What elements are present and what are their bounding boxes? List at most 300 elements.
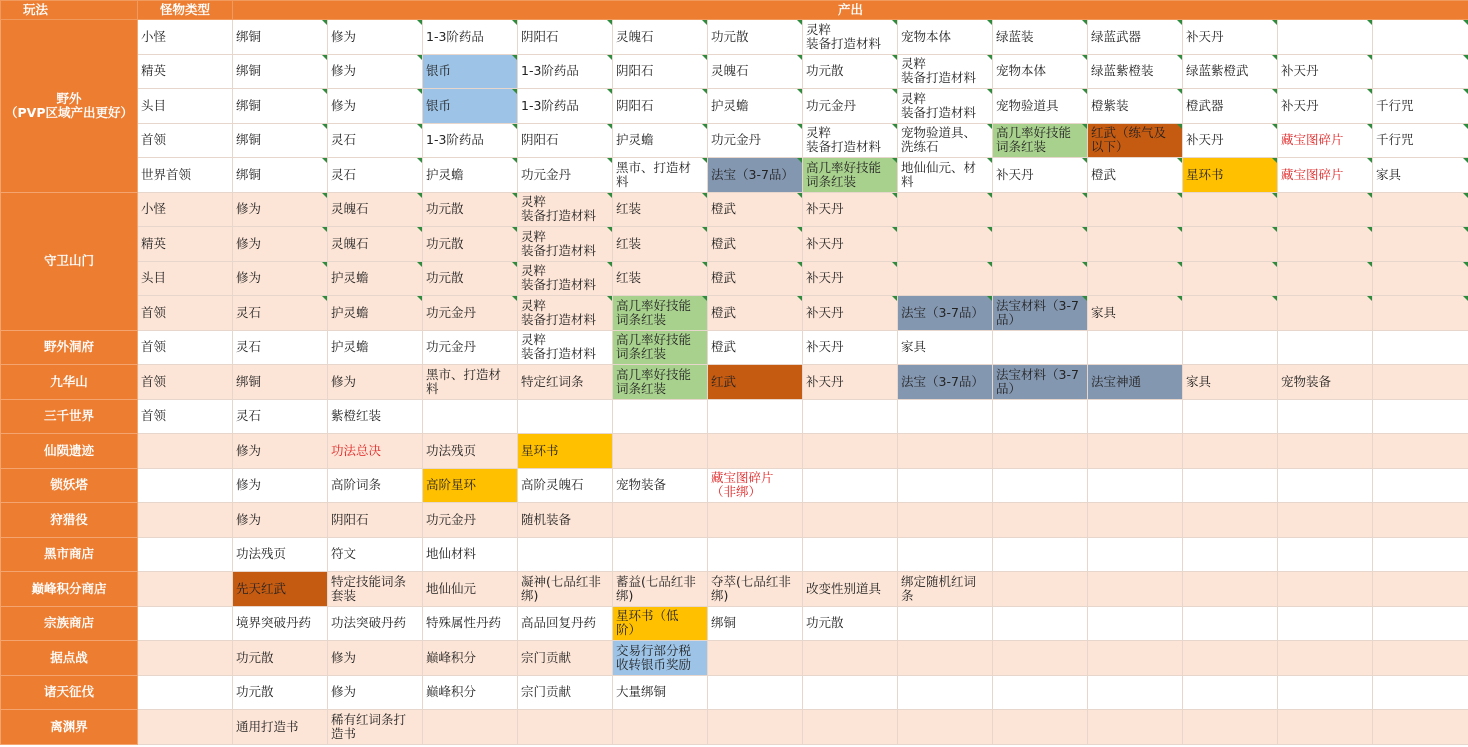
output-cell[interactable]: 功元金丹	[423, 330, 518, 365]
output-cell[interactable]	[1278, 20, 1373, 55]
output-cell[interactable]: 橙武	[708, 330, 803, 365]
output-cell[interactable]: 藏宝图碎片	[1278, 123, 1373, 158]
output-cell[interactable]: 修为	[328, 675, 423, 710]
output-cell[interactable]: 高阶灵魄石	[518, 468, 613, 503]
output-cell[interactable]	[1373, 675, 1468, 710]
output-cell[interactable]: 先天红武	[233, 572, 328, 607]
monster-type-cell[interactable]: 首领	[138, 123, 233, 158]
monster-type-cell[interactable]: 头目	[138, 89, 233, 124]
output-cell[interactable]: 法宝材料（3-7 品）	[993, 296, 1088, 331]
output-cell[interactable]: 1-3阶药品	[518, 89, 613, 124]
output-cell[interactable]: 大量绑铜	[613, 675, 708, 710]
output-cell[interactable]: 家具	[1088, 296, 1183, 331]
output-cell[interactable]: 功元金丹	[803, 89, 898, 124]
output-cell[interactable]	[803, 468, 898, 503]
output-cell[interactable]: 灵石	[328, 123, 423, 158]
output-cell[interactable]: 功元金丹	[708, 123, 803, 158]
output-cell[interactable]	[708, 399, 803, 434]
output-cell[interactable]: 绑铜	[233, 123, 328, 158]
output-cell[interactable]	[1183, 192, 1278, 227]
output-cell[interactable]	[1278, 261, 1373, 296]
play-name-cell[interactable]: 诸天征伐	[1, 675, 138, 710]
output-cell[interactable]	[1373, 606, 1468, 641]
output-cell[interactable]	[1183, 330, 1278, 365]
output-cell[interactable]	[898, 641, 993, 676]
output-cell[interactable]	[1373, 468, 1468, 503]
output-cell[interactable]: 凝神(七品红非 绑)	[518, 572, 613, 607]
output-cell[interactable]: 护灵蟾	[328, 296, 423, 331]
output-cell[interactable]	[423, 399, 518, 434]
output-cell[interactable]	[1183, 710, 1278, 745]
output-cell[interactable]: 灵石	[233, 330, 328, 365]
monster-type-cell[interactable]: 小怪	[138, 20, 233, 55]
output-cell[interactable]: 灵粹 装备打造材料	[803, 20, 898, 55]
output-cell[interactable]	[898, 503, 993, 538]
output-cell[interactable]	[1183, 606, 1278, 641]
output-cell[interactable]: 境界突破丹药	[233, 606, 328, 641]
output-cell[interactable]	[708, 710, 803, 745]
output-cell[interactable]: 绑铜	[233, 365, 328, 400]
output-cell[interactable]: 符文	[328, 537, 423, 572]
output-cell[interactable]: 通用打造书	[233, 710, 328, 745]
output-cell[interactable]	[993, 572, 1088, 607]
output-cell[interactable]	[1278, 434, 1373, 469]
output-cell[interactable]: 护灵蟾	[613, 123, 708, 158]
output-cell[interactable]: 宠物装备	[1278, 365, 1373, 400]
output-cell[interactable]: 星环书（低 阶）	[613, 606, 708, 641]
output-cell[interactable]	[1373, 54, 1468, 89]
header-monster-type[interactable]: 怪物类型	[138, 1, 233, 20]
output-cell[interactable]: 阴阳石	[613, 89, 708, 124]
output-cell[interactable]: 法宝（3-7品）	[708, 158, 803, 193]
output-cell[interactable]: 功元散	[803, 606, 898, 641]
play-name-cell[interactable]: 守卫山门	[1, 192, 138, 330]
output-cell[interactable]: 绿蓝武器	[1088, 20, 1183, 55]
output-cell[interactable]: 补天丹	[803, 296, 898, 331]
output-cell[interactable]	[1088, 330, 1183, 365]
output-cell[interactable]	[803, 537, 898, 572]
output-cell[interactable]: 星环书	[1183, 158, 1278, 193]
output-cell[interactable]: 阴阳石	[518, 20, 613, 55]
output-cell[interactable]	[613, 710, 708, 745]
monster-type-cell[interactable]	[138, 710, 233, 745]
header-play[interactable]: 玩法	[1, 1, 138, 20]
monster-type-cell[interactable]	[138, 606, 233, 641]
output-cell[interactable]: 藏宝图碎片	[1278, 158, 1373, 193]
output-cell[interactable]	[1088, 434, 1183, 469]
output-cell[interactable]: 蓄益(七品红非 绑)	[613, 572, 708, 607]
output-cell[interactable]: 补天丹	[803, 365, 898, 400]
output-cell[interactable]	[1278, 641, 1373, 676]
output-cell[interactable]: 黑市、打造材 料	[423, 365, 518, 400]
play-name-cell[interactable]: 锁妖塔	[1, 468, 138, 503]
output-cell[interactable]	[1373, 399, 1468, 434]
monster-type-cell[interactable]: 精英	[138, 227, 233, 262]
output-cell[interactable]: 修为	[233, 227, 328, 262]
output-cell[interactable]: 法宝（3-7品）	[898, 296, 993, 331]
output-cell[interactable]	[1183, 503, 1278, 538]
output-cell[interactable]: 灵粹 装备打造材料	[518, 296, 613, 331]
output-cell[interactable]: 灵粹 装备打造材料	[518, 261, 613, 296]
output-cell[interactable]: 修为	[233, 192, 328, 227]
output-cell[interactable]: 护灵蟾	[328, 261, 423, 296]
output-cell[interactable]: 绿蓝装	[993, 20, 1088, 55]
output-cell[interactable]: 宠物装备	[613, 468, 708, 503]
output-cell[interactable]: 阴阳石	[613, 54, 708, 89]
output-cell[interactable]	[1088, 468, 1183, 503]
output-cell[interactable]: 银币	[423, 54, 518, 89]
output-cell[interactable]: 功元散	[423, 261, 518, 296]
output-cell[interactable]	[518, 537, 613, 572]
output-cell[interactable]: 灵粹 装备打造材料	[518, 192, 613, 227]
output-cell[interactable]: 绑铜	[233, 54, 328, 89]
output-cell[interactable]: 高几率好技能 词条红装	[613, 365, 708, 400]
output-cell[interactable]	[1278, 537, 1373, 572]
output-cell[interactable]	[1373, 572, 1468, 607]
output-cell[interactable]	[898, 434, 993, 469]
output-cell[interactable]	[898, 606, 993, 641]
output-cell[interactable]	[803, 641, 898, 676]
output-cell[interactable]: 灵魄石	[328, 227, 423, 262]
output-cell[interactable]	[1278, 468, 1373, 503]
output-cell[interactable]: 功法残页	[233, 537, 328, 572]
play-name-cell[interactable]: 离渊界	[1, 710, 138, 745]
output-cell[interactable]	[1278, 675, 1373, 710]
output-cell[interactable]: 法宝材料（3-7 品）	[993, 365, 1088, 400]
output-cell[interactable]: 灵粹 装备打造材料	[518, 330, 613, 365]
output-cell[interactable]	[1373, 710, 1468, 745]
output-cell[interactable]: 绑定随机红词 条	[898, 572, 993, 607]
output-cell[interactable]: 橙武	[708, 261, 803, 296]
output-cell[interactable]: 修为	[233, 503, 328, 538]
output-cell[interactable]: 橙武	[1088, 158, 1183, 193]
output-cell[interactable]	[1278, 330, 1373, 365]
output-cell[interactable]: 补天丹	[803, 227, 898, 262]
output-cell[interactable]: 家具	[1373, 158, 1468, 193]
monster-type-cell[interactable]: 头目	[138, 261, 233, 296]
output-cell[interactable]	[993, 261, 1088, 296]
output-cell[interactable]	[993, 468, 1088, 503]
output-cell[interactable]: 家具	[898, 330, 993, 365]
output-cell[interactable]: 功元散	[233, 675, 328, 710]
output-cell[interactable]: 法宝（3-7品）	[898, 365, 993, 400]
output-cell[interactable]	[1373, 434, 1468, 469]
output-cell[interactable]: 宠物本体	[898, 20, 993, 55]
output-cell[interactable]: 功元金丹	[423, 503, 518, 538]
monster-type-cell[interactable]	[138, 434, 233, 469]
output-cell[interactable]: 灵粹 装备打造材料	[803, 123, 898, 158]
output-cell[interactable]	[1183, 675, 1278, 710]
output-cell[interactable]	[1088, 675, 1183, 710]
output-cell[interactable]: 高几率好技能 词条红装	[993, 123, 1088, 158]
output-cell[interactable]: 绑铜	[233, 20, 328, 55]
output-cell[interactable]: 绑铜	[233, 158, 328, 193]
output-cell[interactable]: 星环书	[518, 434, 613, 469]
output-cell[interactable]	[898, 537, 993, 572]
output-cell[interactable]: 灵石	[233, 296, 328, 331]
output-cell[interactable]: 千行咒	[1373, 89, 1468, 124]
output-cell[interactable]: 绿蓝紫橙装	[1088, 54, 1183, 89]
output-cell[interactable]	[1373, 365, 1468, 400]
output-cell[interactable]: 夺萃(七品红非 绑)	[708, 572, 803, 607]
output-cell[interactable]	[1278, 192, 1373, 227]
monster-type-cell[interactable]: 首领	[138, 330, 233, 365]
output-cell[interactable]: 1-3阶药品	[423, 20, 518, 55]
output-cell[interactable]: 高阶词条	[328, 468, 423, 503]
play-name-cell[interactable]: 据点战	[1, 641, 138, 676]
output-cell[interactable]: 护灵蟾	[708, 89, 803, 124]
output-cell[interactable]	[993, 537, 1088, 572]
output-cell[interactable]	[1088, 261, 1183, 296]
output-cell[interactable]: 补天丹	[1278, 54, 1373, 89]
output-cell[interactable]	[993, 710, 1088, 745]
output-cell[interactable]: 红武（练气及 以下）	[1088, 123, 1183, 158]
monster-type-cell[interactable]: 小怪	[138, 192, 233, 227]
monster-type-cell[interactable]: 首领	[138, 296, 233, 331]
output-cell[interactable]: 功元金丹	[518, 158, 613, 193]
output-cell[interactable]: 绑铜	[708, 606, 803, 641]
monster-type-cell[interactable]: 首领	[138, 365, 233, 400]
output-cell[interactable]: 紫橙红装	[328, 399, 423, 434]
output-cell[interactable]	[1088, 606, 1183, 641]
output-cell[interactable]	[803, 710, 898, 745]
output-cell[interactable]: 灵石	[328, 158, 423, 193]
output-cell[interactable]: 修为	[328, 365, 423, 400]
output-cell[interactable]: 功元散	[233, 641, 328, 676]
output-cell[interactable]	[898, 468, 993, 503]
output-cell[interactable]: 高阶星环	[423, 468, 518, 503]
output-cell[interactable]: 修为	[328, 89, 423, 124]
monster-type-cell[interactable]	[138, 572, 233, 607]
output-cell[interactable]: 修为	[328, 20, 423, 55]
play-name-cell[interactable]: 巅峰积分商店	[1, 572, 138, 607]
output-cell[interactable]	[1278, 710, 1373, 745]
output-cell[interactable]	[1088, 537, 1183, 572]
play-name-cell[interactable]: 三千世界	[1, 399, 138, 434]
output-cell[interactable]	[803, 434, 898, 469]
output-cell[interactable]: 巅峰积分	[423, 641, 518, 676]
output-cell[interactable]	[1373, 261, 1468, 296]
monster-type-cell[interactable]	[138, 468, 233, 503]
output-cell[interactable]	[1088, 399, 1183, 434]
output-cell[interactable]	[708, 503, 803, 538]
output-cell[interactable]: 灵石	[233, 399, 328, 434]
output-cell[interactable]	[1373, 503, 1468, 538]
output-cell[interactable]	[1373, 296, 1468, 331]
output-cell[interactable]: 千行咒	[1373, 123, 1468, 158]
output-cell[interactable]	[1088, 710, 1183, 745]
monster-type-cell[interactable]	[138, 675, 233, 710]
output-cell[interactable]: 橙武	[708, 296, 803, 331]
output-cell[interactable]	[1278, 503, 1373, 538]
output-cell[interactable]: 藏宝图碎片 （非绑）	[708, 468, 803, 503]
output-cell[interactable]: 修为	[233, 261, 328, 296]
output-cell[interactable]	[1183, 641, 1278, 676]
output-cell[interactable]: 补天丹	[803, 192, 898, 227]
output-cell[interactable]	[518, 399, 613, 434]
output-cell[interactable]: 护灵蟾	[423, 158, 518, 193]
output-cell[interactable]	[518, 710, 613, 745]
output-cell[interactable]	[898, 399, 993, 434]
output-cell[interactable]: 红装	[613, 192, 708, 227]
output-cell[interactable]	[1088, 503, 1183, 538]
output-cell[interactable]: 高几率好技能 词条红装	[613, 296, 708, 331]
output-cell[interactable]	[1278, 399, 1373, 434]
monster-type-cell[interactable]	[138, 537, 233, 572]
output-cell[interactable]	[1278, 572, 1373, 607]
output-cell[interactable]: 橙武	[708, 227, 803, 262]
output-cell[interactable]	[1373, 330, 1468, 365]
output-cell[interactable]	[1373, 192, 1468, 227]
output-cell[interactable]: 功法总决	[328, 434, 423, 469]
output-cell[interactable]: 宗门贡献	[518, 675, 613, 710]
output-cell[interactable]	[898, 675, 993, 710]
output-cell[interactable]	[898, 192, 993, 227]
output-cell[interactable]	[613, 434, 708, 469]
output-cell[interactable]: 法宝神通	[1088, 365, 1183, 400]
output-cell[interactable]: 功元散	[708, 20, 803, 55]
play-name-cell[interactable]: 狩猎役	[1, 503, 138, 538]
output-cell[interactable]	[1183, 434, 1278, 469]
play-name-cell[interactable]: 黑市商店	[1, 537, 138, 572]
output-cell[interactable]: 高品回复丹药	[518, 606, 613, 641]
output-cell[interactable]: 地仙仙元	[423, 572, 518, 607]
play-name-cell[interactable]: 野外 （PVP区域产出更好）	[1, 20, 138, 193]
output-cell[interactable]	[993, 434, 1088, 469]
output-cell[interactable]	[898, 261, 993, 296]
output-cell[interactable]: 橙武	[708, 192, 803, 227]
output-cell[interactable]	[1373, 537, 1468, 572]
output-cell[interactable]	[1183, 227, 1278, 262]
output-cell[interactable]	[708, 641, 803, 676]
output-cell[interactable]: 交易行部分税 收转银币奖励	[613, 641, 708, 676]
output-cell[interactable]: 灵粹 装备打造材料	[518, 227, 613, 262]
output-cell[interactable]	[1088, 641, 1183, 676]
output-cell[interactable]: 地仙材料	[423, 537, 518, 572]
output-cell[interactable]	[613, 503, 708, 538]
play-name-cell[interactable]: 九华山	[1, 365, 138, 400]
output-cell[interactable]: 补天丹	[1278, 89, 1373, 124]
monster-type-cell[interactable]: 首领	[138, 399, 233, 434]
output-cell[interactable]	[1183, 537, 1278, 572]
output-cell[interactable]	[1373, 641, 1468, 676]
output-cell[interactable]: 修为	[233, 468, 328, 503]
output-cell[interactable]	[1088, 227, 1183, 262]
output-cell[interactable]	[1373, 20, 1468, 55]
monster-type-cell[interactable]	[138, 641, 233, 676]
output-cell[interactable]: 灵魄石	[708, 54, 803, 89]
output-cell[interactable]: 改变性别道具	[803, 572, 898, 607]
monster-type-cell[interactable]: 世界首领	[138, 158, 233, 193]
output-cell[interactable]	[613, 399, 708, 434]
output-cell[interactable]: 灵粹 装备打造材料	[898, 54, 993, 89]
output-cell[interactable]	[898, 227, 993, 262]
output-cell[interactable]	[1183, 399, 1278, 434]
output-cell[interactable]	[1278, 227, 1373, 262]
output-cell[interactable]: 地仙仙元、材 料	[898, 158, 993, 193]
output-cell[interactable]: 特定技能词条 套装	[328, 572, 423, 607]
play-name-cell[interactable]: 野外洞府	[1, 330, 138, 365]
output-cell[interactable]: 特殊属性丹药	[423, 606, 518, 641]
output-cell[interactable]: 功元金丹	[423, 296, 518, 331]
output-cell[interactable]	[1278, 296, 1373, 331]
play-name-cell[interactable]: 仙陨遗迹	[1, 434, 138, 469]
output-cell[interactable]	[803, 675, 898, 710]
output-cell[interactable]: 稀有红词条打 造书	[328, 710, 423, 745]
output-cell[interactable]: 巅峰积分	[423, 675, 518, 710]
output-cell[interactable]: 补天丹	[803, 330, 898, 365]
output-cell[interactable]: 1-3阶药品	[423, 123, 518, 158]
output-cell[interactable]	[993, 330, 1088, 365]
output-cell[interactable]: 功法残页	[423, 434, 518, 469]
output-cell[interactable]: 家具	[1183, 365, 1278, 400]
output-cell[interactable]: 修为	[233, 434, 328, 469]
output-cell[interactable]: 补天丹	[1183, 123, 1278, 158]
output-cell[interactable]	[993, 675, 1088, 710]
output-cell[interactable]: 红武	[708, 365, 803, 400]
output-cell[interactable]: 功元散	[423, 192, 518, 227]
output-cell[interactable]: 橙紫装	[1088, 89, 1183, 124]
output-cell[interactable]: 特定红词条	[518, 365, 613, 400]
output-cell[interactable]	[803, 399, 898, 434]
monster-type-cell[interactable]	[138, 503, 233, 538]
output-cell[interactable]	[1183, 572, 1278, 607]
output-cell[interactable]	[803, 503, 898, 538]
output-cell[interactable]: 护灵蟾	[328, 330, 423, 365]
output-cell[interactable]	[423, 710, 518, 745]
output-cell[interactable]: 银币	[423, 89, 518, 124]
output-cell[interactable]	[993, 606, 1088, 641]
output-cell[interactable]: 灵魄石	[613, 20, 708, 55]
output-cell[interactable]	[993, 641, 1088, 676]
output-cell[interactable]: 红装	[613, 227, 708, 262]
monster-type-cell[interactable]: 精英	[138, 54, 233, 89]
output-cell[interactable]: 灵魄石	[328, 192, 423, 227]
output-cell[interactable]: 绿蓝紫橙武	[1183, 54, 1278, 89]
output-cell[interactable]	[1183, 261, 1278, 296]
output-cell[interactable]	[1278, 606, 1373, 641]
output-cell[interactable]: 绑铜	[233, 89, 328, 124]
output-cell[interactable]	[708, 537, 803, 572]
output-cell[interactable]: 功元散	[803, 54, 898, 89]
output-cell[interactable]: 随机装备	[518, 503, 613, 538]
output-cell[interactable]: 黑市、打造材 料	[613, 158, 708, 193]
output-cell[interactable]	[1088, 572, 1183, 607]
output-cell[interactable]	[613, 537, 708, 572]
output-cell[interactable]	[1373, 227, 1468, 262]
header-output[interactable]: 产出	[233, 1, 1468, 20]
output-cell[interactable]	[993, 227, 1088, 262]
output-cell[interactable]	[898, 710, 993, 745]
output-cell[interactable]	[993, 503, 1088, 538]
output-cell[interactable]: 高几率好技能 词条红装	[613, 330, 708, 365]
output-cell[interactable]	[1183, 468, 1278, 503]
output-cell[interactable]: 补天丹	[993, 158, 1088, 193]
output-cell[interactable]	[993, 399, 1088, 434]
play-name-cell[interactable]: 宗族商店	[1, 606, 138, 641]
output-cell[interactable]: 功元散	[423, 227, 518, 262]
output-cell[interactable]	[708, 675, 803, 710]
output-cell[interactable]: 宗门贡献	[518, 641, 613, 676]
output-cell[interactable]	[1183, 296, 1278, 331]
output-cell[interactable]: 补天丹	[1183, 20, 1278, 55]
output-cell[interactable]: 功法突破丹药	[328, 606, 423, 641]
output-cell[interactable]: 灵粹 装备打造材料	[898, 89, 993, 124]
output-cell[interactable]: 宠物本体	[993, 54, 1088, 89]
output-cell[interactable]: 阴阳石	[518, 123, 613, 158]
output-cell[interactable]: 阴阳石	[328, 503, 423, 538]
output-cell[interactable]: 宠物验道具、 洗练石	[898, 123, 993, 158]
